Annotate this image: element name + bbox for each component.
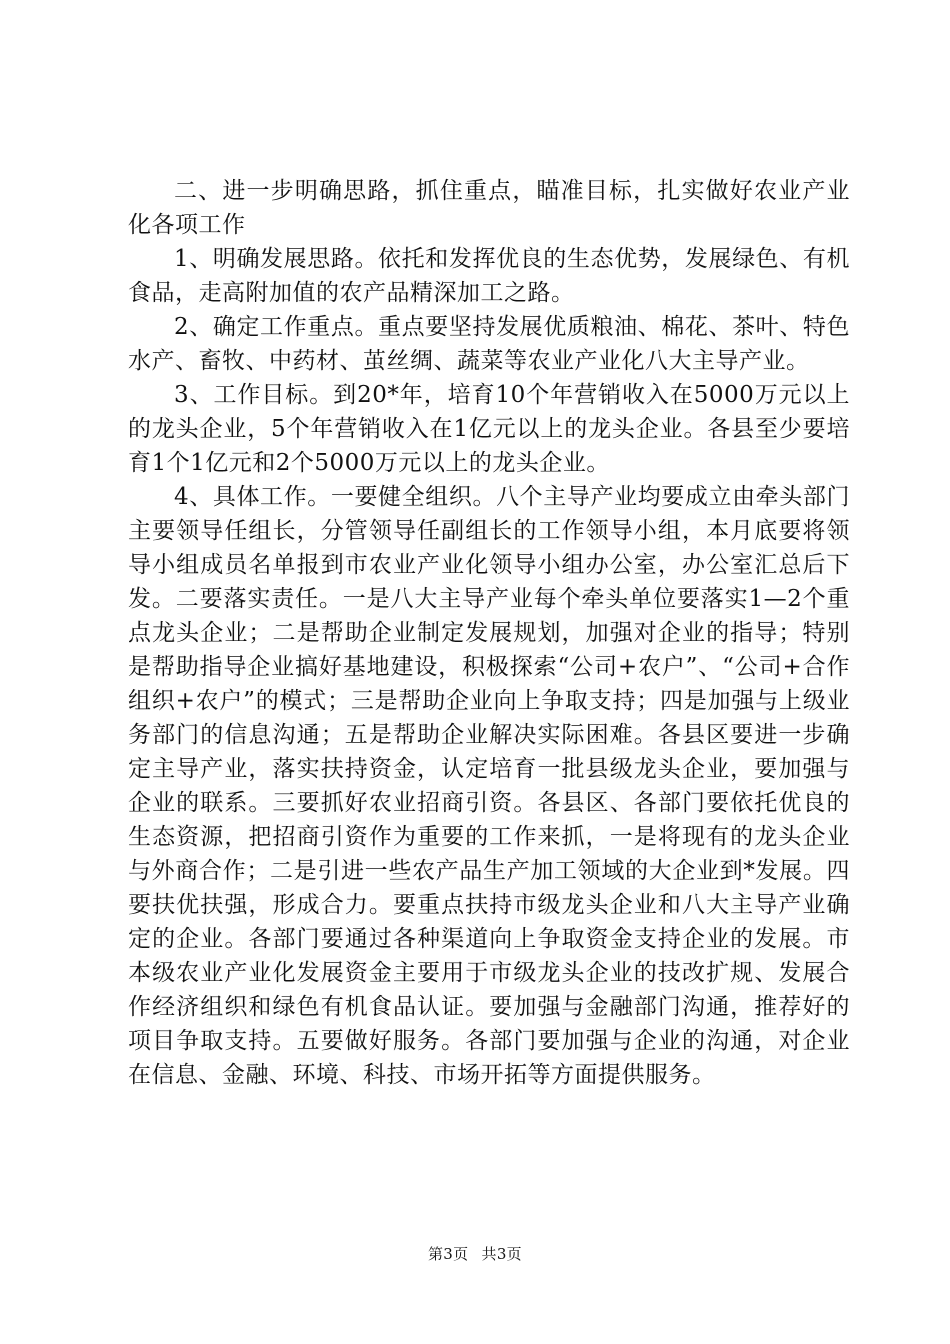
paragraph-development-approach: 1、明确发展思路。依托和发挥优良的生态优势，发展绿色、有机食品，走高附加值的农产品精深加工之路。 (128, 246, 850, 306)
paragraph-work-focus: 2、确定工作重点。重点要坚持发展优质粮油、棉花、茶叶、特色水产、畜牧、中药材、茧丝绸、蔬菜等农业产业化八大主导产业。 (128, 314, 850, 374)
page-number-total: 共3页 (481, 1245, 522, 1263)
page-footer (0, 1244, 950, 1264)
document-body (128, 174, 850, 1092)
section-heading: 二、进一步明确思路，抓住重点，瞄准目标，扎实做好农业产业化各项工作 (128, 178, 850, 238)
paragraph-work-goals: 3、工作目标。到20*年，培育10个年营销收入在5000万元以上的龙头企业，5个年营销收入在1亿元以上的龙头企业。各县至少要培育1个1亿元和2个5000万元以上的龙头企业。 (128, 382, 850, 476)
paragraph-specific-tasks: 4、具体工作。一要健全组织。八个主导产业均要成立由牵头部门主要领导任组长，分管领导任副组长的工作领导小组，本月底要将领导小组成员名单报到市农业产业化领导小组办公室，办公室汇总后下发。二要落实责任。一是八大主导产业每个牵头单位要落实1—2个重点龙头企业；二是帮助企业制定发展规划，加强对企业的指导；特别是帮助指导企业搞好基地建设，积极探索“公司+农户”、“公司+合作组织+农户”的模式；三是帮助企业向上争取支持；四是加强与上级业务部门的信息沟通；五是帮助企业解决实际困难。各县区要进一步确定主导产业，落实扶持资金，认定培育一批县级龙头企业，要加强与企业的联系。三要抓好农业招商引资。各县区、各部门要依托优良的生态资源，把招商引资作为重要的工作来抓，一是将现有的龙头企业与外商合作；二是引进一些农产品生产加工领域的大企业到*发展。四要扶优扶强，形成合力。要重点扶持市级龙头企业和八大主导产业确定的企业。各部门要通过各种渠道向上争取资金支持企业的发展。市本级农业产业化发展资金主要用于市级龙头企业的技改扩规、发展合作经济组织和绿色有机食品认证。要加强与金融部门沟通，推荐好的项目争取支持。五要做好服务。各部门要加强与企业的沟通，对企业在信息、金融、环境、科技、市场开拓等方面提供服务。 (128, 484, 850, 1088)
page-number-current: 第3页 (428, 1245, 469, 1263)
